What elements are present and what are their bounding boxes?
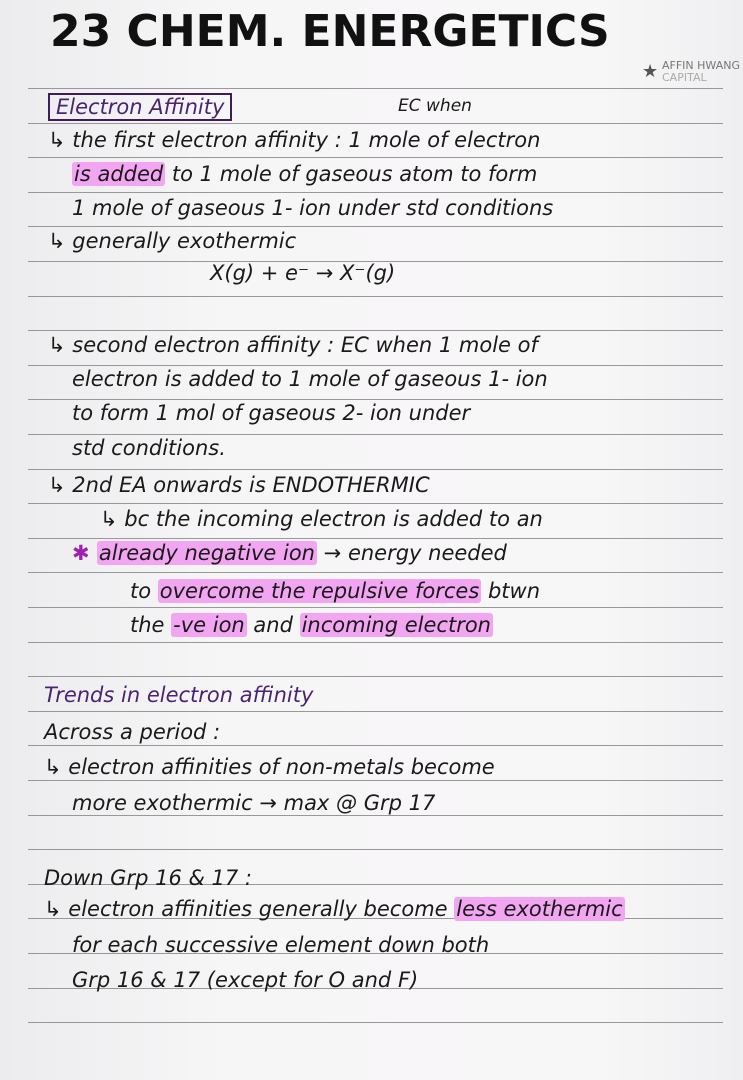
note-text: std conditions. bbox=[72, 436, 226, 460]
ruled-line bbox=[28, 1022, 723, 1023]
note-text: btwn bbox=[481, 579, 541, 603]
ruled-line bbox=[28, 434, 723, 435]
note-text: the bbox=[130, 613, 172, 637]
note-line bbox=[72, 196, 553, 220]
ruled-line bbox=[28, 296, 723, 297]
note-line bbox=[72, 436, 226, 460]
note-line bbox=[72, 162, 537, 186]
note-text: ↳ the first electron affinity : 1 mole of electron bbox=[48, 128, 541, 152]
ruled-line bbox=[28, 157, 723, 158]
note-line bbox=[72, 933, 489, 957]
note-text: Electron Affinity bbox=[56, 95, 225, 119]
ruled-line bbox=[28, 192, 723, 193]
note-line bbox=[44, 683, 313, 707]
ruled-line bbox=[28, 607, 723, 608]
note-text: ↳ second electron affinity : EC when 1 mole of bbox=[48, 333, 538, 357]
highlighted-text: overcome the repulsive forces bbox=[159, 579, 480, 603]
ruled-line bbox=[28, 123, 723, 124]
ruled-line bbox=[28, 469, 723, 470]
note-text: more exothermic → max @ Grp 17 bbox=[72, 791, 436, 815]
ruled-line bbox=[28, 399, 723, 400]
highlighted-text: incoming electron bbox=[301, 613, 491, 637]
note-line bbox=[44, 720, 220, 744]
note-line bbox=[100, 507, 543, 531]
note-text: ↳ bc the incoming electron is added to an bbox=[100, 507, 543, 531]
ruled-line bbox=[28, 745, 723, 746]
asterisk-icon: ✱ bbox=[72, 541, 97, 565]
note-line bbox=[48, 128, 540, 152]
note-text: to form 1 mol of gaseous 2- ion under bbox=[72, 401, 471, 425]
watermark-line1: AFFIN HWANG bbox=[662, 59, 740, 72]
note-line bbox=[48, 333, 538, 357]
note-text: for each successive element down both bbox=[72, 933, 490, 957]
note-line bbox=[130, 613, 493, 637]
note-line bbox=[398, 96, 472, 116]
ruled-line bbox=[28, 780, 723, 781]
highlighted-text: is added bbox=[74, 162, 164, 186]
highlighted-text: already negative ion bbox=[98, 541, 315, 565]
note-line bbox=[72, 968, 418, 992]
note-line bbox=[72, 541, 507, 565]
note-text: to 1 mole of gaseous atom to form bbox=[165, 162, 538, 186]
note-text: Down Grp 16 & 17 : bbox=[44, 866, 253, 890]
note-line bbox=[72, 367, 548, 391]
note-text: Trends in electron affinity bbox=[44, 683, 314, 707]
note-text: → energy needed bbox=[317, 541, 507, 565]
note-line bbox=[72, 401, 470, 425]
ruled-line bbox=[28, 572, 723, 573]
note-text: and bbox=[246, 613, 300, 637]
ruled-line bbox=[28, 676, 723, 677]
page-title: 23 CHEM. ENERGETICS bbox=[50, 6, 610, 57]
ruled-line bbox=[28, 538, 723, 539]
note-line bbox=[44, 866, 252, 890]
note-text: X(g) + e⁻ → X⁻(g) bbox=[210, 261, 396, 285]
note-line bbox=[48, 93, 232, 121]
note-text: ↳ electron affinities generally become bbox=[44, 897, 455, 921]
note-text: ↳ generally exothermic bbox=[48, 229, 297, 253]
ruled-line bbox=[28, 503, 723, 504]
ruled-line bbox=[28, 88, 723, 89]
note-text: 1 mole of gaseous 1- ion under std conditions bbox=[72, 196, 554, 220]
note-line bbox=[130, 579, 540, 603]
note-line bbox=[44, 897, 625, 921]
note-line bbox=[44, 755, 495, 779]
note-text: to bbox=[130, 579, 158, 603]
ruled-line bbox=[28, 711, 723, 712]
note-text: ↳ electron affinities of non-metals become bbox=[44, 755, 495, 779]
watermark-logo bbox=[642, 59, 740, 84]
note-line bbox=[210, 261, 395, 285]
note-text: EC when bbox=[398, 96, 472, 116]
note-text: ↳ 2nd EA onwards is ENDOTHERMIC bbox=[48, 473, 430, 497]
ruled-line bbox=[28, 330, 723, 331]
note-text: electron is added to 1 mole of gaseous 1- ion bbox=[72, 367, 548, 391]
ruled-line bbox=[28, 815, 723, 816]
note-line bbox=[48, 473, 430, 497]
note-line bbox=[48, 229, 296, 253]
ruled-line bbox=[28, 226, 723, 227]
note-text: Across a period : bbox=[44, 720, 221, 744]
watermark-line2: CAPITAL bbox=[662, 71, 707, 84]
ruled-line bbox=[28, 849, 723, 850]
ruled-line bbox=[28, 365, 723, 366]
highlighted-text: -ve ion bbox=[173, 613, 245, 637]
star-logo-icon: ★ bbox=[642, 61, 659, 82]
highlighted-text: less exothermic bbox=[456, 897, 623, 921]
note-line bbox=[72, 791, 435, 815]
note-text: Grp 16 & 17 (except for O and F) bbox=[72, 968, 419, 992]
ruled-line bbox=[28, 642, 723, 643]
